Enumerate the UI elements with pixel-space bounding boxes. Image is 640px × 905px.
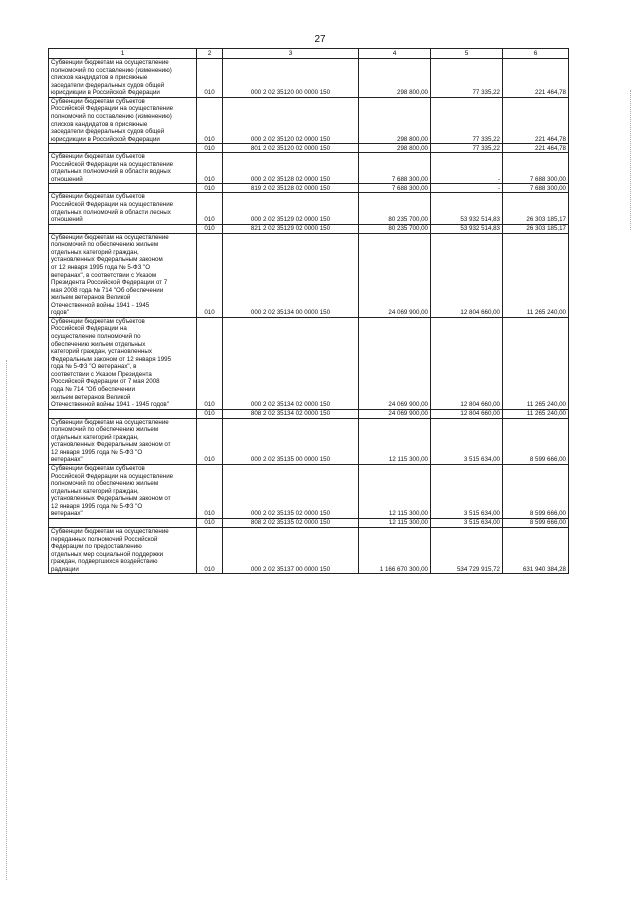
line-code: 010 xyxy=(197,409,223,418)
description-line: Российской Федерации на осуществление xyxy=(51,105,174,113)
description-line: Российской Федерации на осуществление xyxy=(51,472,174,480)
line-code: 010 xyxy=(197,144,223,153)
line-code: 010 xyxy=(197,465,223,519)
table-row xyxy=(49,144,569,153)
description-line: Российской Федерации от 7 мая 2008 xyxy=(51,378,160,386)
description-line: отдельных категорий граждан, xyxy=(51,487,139,495)
column-header: 3 xyxy=(223,49,359,59)
executed-amount: 12 804 660,00 xyxy=(431,233,503,317)
line-code: 010 xyxy=(197,224,223,233)
description-line: переданных полномочий Российской xyxy=(51,535,158,543)
remaining-amount: 11 265 240,00 xyxy=(503,409,569,418)
line-code: 010 xyxy=(197,153,223,184)
description-line: отдельных полномочий в области водных xyxy=(51,168,171,176)
description-line: жильем ветеранов Великой xyxy=(51,393,131,401)
description-line: года № 714 "Об обеспечении xyxy=(51,385,135,393)
line-code: 010 xyxy=(197,233,223,317)
budget-code: 000 2 02 35120 00 0000 150 xyxy=(223,59,359,98)
table-row xyxy=(49,224,569,233)
description-line: обеспечению жильем отдельных xyxy=(51,340,146,348)
column-header: 4 xyxy=(359,49,431,59)
approved-amount: 24 069 900,00 xyxy=(359,409,431,418)
table-body xyxy=(49,59,569,574)
description-line: отдельных мер социальной поддержки xyxy=(51,550,164,558)
description-line: отдельных полномочий в области лесных xyxy=(51,208,171,216)
row-description-empty xyxy=(49,144,197,153)
budget-code: 000 2 02 35129 02 0000 150 xyxy=(223,193,359,224)
description-line: Российской Федерации на осуществление xyxy=(51,201,174,208)
description-line: Российской Федерации на xyxy=(51,325,127,333)
budget-table xyxy=(48,48,569,574)
description-line: Федерации по предоставлению xyxy=(51,543,142,551)
remaining-amount: 221 464,78 xyxy=(503,59,569,98)
description-line: мая 2008 года № 714 "Об обеспечении xyxy=(51,286,164,294)
budget-code: 821 2 02 35129 02 0000 150 xyxy=(223,224,359,233)
remaining-amount: 221 464,78 xyxy=(503,97,569,143)
table-row xyxy=(49,527,569,573)
executed-amount: 53 932 514,83 xyxy=(431,193,503,224)
budget-code: 000 2 02 35135 00 0000 150 xyxy=(223,418,359,464)
description-line: годов" xyxy=(51,309,69,317)
description-line: отдельных категорий граждан, xyxy=(51,433,139,441)
approved-amount: 298 800,00 xyxy=(359,97,431,143)
description-line: отношений xyxy=(51,216,83,224)
description-line: отношений xyxy=(51,175,83,183)
budget-code: 000 2 02 35135 02 0000 150 xyxy=(223,465,359,519)
row-description-empty xyxy=(49,184,197,193)
budget-code: 000 2 02 35134 00 0000 150 xyxy=(223,233,359,317)
description-line: ветеранах" xyxy=(51,510,83,518)
description-line: ветеранах" xyxy=(51,456,83,464)
remaining-amount: 7 688 300,00 xyxy=(503,153,569,184)
left-margin-line xyxy=(6,360,7,880)
description-line: заседатели федеральных судов общей xyxy=(51,128,165,136)
remaining-amount: 11 265 240,00 xyxy=(503,317,569,409)
remaining-amount: 26 303 185,17 xyxy=(503,224,569,233)
budget-code: 819 2 02 35128 02 0000 150 xyxy=(223,184,359,193)
remaining-amount: 8 599 666,00 xyxy=(503,465,569,519)
line-code: 010 xyxy=(197,59,223,98)
page-number: 27 xyxy=(314,34,326,45)
table-row xyxy=(49,184,569,193)
row-description xyxy=(49,418,197,464)
description-line: полномочий по обеспечению жильем xyxy=(51,480,159,488)
remaining-amount: 11 265 240,00 xyxy=(503,233,569,317)
approved-amount: 12 115 300,00 xyxy=(359,465,431,519)
description-line: Субвенции бюджетам на осуществление xyxy=(51,418,169,426)
approved-amount: 1 166 670 300,00 xyxy=(359,527,431,573)
description-line: ветеранах", в соответствии с Указом xyxy=(51,271,157,279)
row-description xyxy=(49,233,197,317)
table-row xyxy=(49,518,569,527)
description-line: Субвенции бюджетам субъектов xyxy=(51,193,145,201)
right-margin-line xyxy=(630,90,631,230)
row-description-empty xyxy=(49,518,197,527)
row-description xyxy=(49,465,197,519)
approved-amount: 12 115 300,00 xyxy=(359,418,431,464)
line-code: 010 xyxy=(197,184,223,193)
description-line: полномочий по составлению (изменению) xyxy=(51,66,172,74)
budget-code: 000 2 02 35137 00 0000 150 xyxy=(223,527,359,573)
description-line: Отечественной войны 1941 - 1945 годов" xyxy=(51,401,169,409)
description-line: установленных Федеральным законом xyxy=(51,256,163,264)
executed-amount: - xyxy=(431,153,503,184)
table-row xyxy=(49,409,569,418)
budget-code: 808 2 02 35135 02 0000 150 xyxy=(223,518,359,527)
description-line: Субвенции бюджетам на осуществление xyxy=(51,527,169,535)
executed-amount: 3 515 634,00 xyxy=(431,465,503,519)
description-line: осуществление полномочий по xyxy=(51,333,141,340)
description-line: соответствии с Указом Президента xyxy=(51,370,152,378)
remaining-amount: 8 599 666,00 xyxy=(503,418,569,464)
description-line: отдельных категорий граждан, xyxy=(51,248,139,256)
description-line: полномочий по обеспечению жильем xyxy=(51,241,159,249)
description-line: Отечественной войны 1941 - 1945 xyxy=(51,301,150,309)
remaining-amount: 7 688 300,00 xyxy=(503,184,569,193)
description-line: 12 января 1995 года № 5-ФЗ "О xyxy=(51,448,143,456)
description-line: граждан, подвергшихся воздействию xyxy=(51,558,158,566)
executed-amount: 77 335,22 xyxy=(431,97,503,143)
line-code: 010 xyxy=(197,97,223,143)
description-line: радиации xyxy=(51,565,79,573)
row-description xyxy=(49,153,197,184)
description-line: Субвенции бюджетам субъектов xyxy=(51,465,145,472)
executed-amount: 534 729 915,72 xyxy=(431,527,503,573)
row-description xyxy=(49,527,197,573)
table-row xyxy=(49,317,569,409)
budget-code: 801 2 02 35120 02 0000 150 xyxy=(223,144,359,153)
table-row xyxy=(49,97,569,143)
executed-amount: - xyxy=(431,184,503,193)
table-row xyxy=(49,193,569,224)
description-line: Субвенции бюджетам на осуществление xyxy=(51,59,169,66)
description-line: установленных Федеральным законом от xyxy=(51,495,171,503)
description-line: юрисдикции в Российской Федерации xyxy=(51,135,160,143)
line-code: 010 xyxy=(197,527,223,573)
header-row xyxy=(49,49,569,59)
description-line: заседатели федеральных судов общей xyxy=(51,81,165,89)
description-line: Российской Федерации на осуществление xyxy=(51,160,174,168)
executed-amount: 3 515 634,00 xyxy=(431,418,503,464)
approved-amount: 80 235 700,00 xyxy=(359,193,431,224)
description-line: года № 5-ФЗ "О ветеранах", в xyxy=(51,363,137,371)
description-line: списков кандидатов в присяжные xyxy=(51,74,148,82)
executed-amount: 77 335,22 xyxy=(431,144,503,153)
description-line: установленных Федеральным законом от xyxy=(51,441,171,449)
description-line: Субвенции бюджетам субъектов xyxy=(51,153,145,161)
budget-code: 808 2 02 35134 02 0000 150 xyxy=(223,409,359,418)
executed-amount: 12 804 660,00 xyxy=(431,409,503,418)
table-row xyxy=(49,153,569,184)
row-description-empty xyxy=(49,409,197,418)
table-row xyxy=(49,233,569,317)
row-description-empty xyxy=(49,224,197,233)
description-line: 12 января 1995 года № 5-ФЗ "О xyxy=(51,502,143,510)
budget-code: 000 2 02 35128 02 0000 150 xyxy=(223,153,359,184)
approved-amount: 24 069 900,00 xyxy=(359,233,431,317)
column-header: 5 xyxy=(431,49,503,59)
remaining-amount: 631 940 384,28 xyxy=(503,527,569,573)
approved-amount: 298 800,00 xyxy=(359,144,431,153)
executed-amount: 3 515 634,00 xyxy=(431,518,503,527)
approved-amount: 7 688 300,00 xyxy=(359,184,431,193)
column-header: 2 xyxy=(197,49,223,59)
executed-amount: 12 804 660,00 xyxy=(431,317,503,409)
description-line: Федеральным законом от 12 января 1995 xyxy=(51,355,172,363)
description-line: категорий граждан, установленных xyxy=(51,348,152,356)
remaining-amount: 26 303 185,17 xyxy=(503,193,569,224)
column-header: 1 xyxy=(49,49,197,59)
description-line: Субвенции бюджетам субъектов xyxy=(51,97,145,105)
description-line: жильем ветеранов Великой xyxy=(51,294,131,302)
line-code: 010 xyxy=(197,518,223,527)
remaining-amount: 221 464,78 xyxy=(503,144,569,153)
description-line: полномочий по обеспечению жильем xyxy=(51,426,159,434)
row-description xyxy=(49,59,197,98)
approved-amount: 80 235 700,00 xyxy=(359,224,431,233)
budget-code: 000 2 02 35134 02 0000 150 xyxy=(223,317,359,409)
description-line: юрисдикции в Российской Федерации xyxy=(51,89,160,97)
approved-amount: 12 115 300,00 xyxy=(359,518,431,527)
line-code: 010 xyxy=(197,418,223,464)
executed-amount: 77 335,22 xyxy=(431,59,503,98)
budget-code: 000 2 02 35120 02 0000 150 xyxy=(223,97,359,143)
description-line: полномочий по составлению (изменению) xyxy=(51,112,172,120)
table-row xyxy=(49,59,569,98)
description-line: списков кандидатов в присяжные xyxy=(51,120,148,128)
executed-amount: 53 932 514,83 xyxy=(431,224,503,233)
row-description xyxy=(49,193,197,224)
approved-amount: 7 688 300,00 xyxy=(359,153,431,184)
row-description xyxy=(49,317,197,409)
column-header: 6 xyxy=(503,49,569,59)
table-row xyxy=(49,465,569,519)
description-line: Президента Российской Федерации от 7 xyxy=(51,279,168,287)
description-line: Субвенции бюджетам субъектов xyxy=(51,317,145,325)
description-line: от 12 января 1995 года № 5-ФЗ "О xyxy=(51,263,151,271)
line-code: 010 xyxy=(197,317,223,409)
line-code: 010 xyxy=(197,193,223,224)
table-row xyxy=(49,418,569,464)
approved-amount: 24 069 900,00 xyxy=(359,317,431,409)
remaining-amount: 8 599 666,00 xyxy=(503,518,569,527)
row-description xyxy=(49,97,197,143)
description-line: Субвенции бюджетам на осуществление xyxy=(51,233,169,241)
approved-amount: 298 800,00 xyxy=(359,59,431,98)
